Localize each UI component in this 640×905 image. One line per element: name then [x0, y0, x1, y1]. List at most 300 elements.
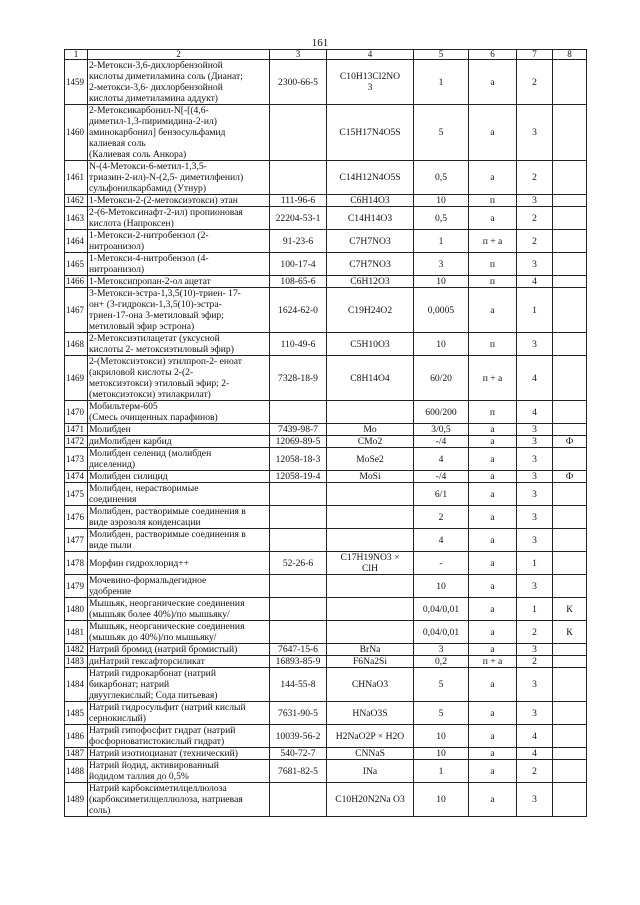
aggregate-state: а: [469, 783, 517, 817]
substance-name: [88, 552, 270, 575]
chemical-formula-line: BrNa: [359, 644, 381, 655]
substance-name-line: соединения: [89, 494, 137, 505]
row-number: 1462: [65, 195, 88, 207]
limit-value: 4: [414, 529, 469, 552]
table-row: [65, 552, 587, 575]
chemical-formula: [327, 529, 414, 552]
hazard-class: 1: [517, 552, 553, 575]
hazard-class: 2: [517, 621, 553, 644]
note-mark: [553, 60, 587, 105]
substance-name-line: сернокислый): [89, 713, 146, 724]
aggregate-state: а: [469, 668, 517, 702]
column-header: 4: [327, 50, 414, 60]
substance-name-line: Молибден, растворимые соединения в: [89, 506, 246, 517]
limit-value: -/4: [414, 436, 469, 448]
substance-name: [88, 783, 270, 817]
table-row: [65, 424, 587, 436]
cas-number: 1624-62-0: [270, 288, 327, 333]
limit-value: 10: [414, 195, 469, 207]
limit-value: 10: [414, 748, 469, 760]
limit-value: 10: [414, 575, 469, 598]
table-row: [65, 702, 587, 725]
hazard-class: 2: [517, 161, 553, 195]
aggregate-state: а: [469, 748, 517, 760]
note-mark: К: [553, 621, 587, 644]
limit-value: 60/20: [414, 356, 469, 401]
cas-number: 7681-82-5: [270, 760, 327, 783]
column-header: 1: [65, 50, 88, 60]
hazard-class: 3: [517, 529, 553, 552]
aggregate-state: а: [469, 448, 517, 471]
hazard-class: 3: [517, 702, 553, 725]
cas-number: [270, 598, 327, 621]
page-number: 161: [311, 37, 329, 49]
substance-name-line: 3-Метокси-эстра-1,3,5(10)-триен- 17-: [89, 288, 241, 299]
substance-name: [88, 356, 270, 401]
chemical-formula-line: C7H7NO3: [349, 258, 391, 270]
chemical-formula: [327, 207, 414, 230]
chemical-formula-line: MoSi: [359, 471, 381, 482]
chemical-formula: [327, 356, 414, 401]
aggregate-state: а: [469, 60, 517, 105]
hazard-class: 3: [517, 424, 553, 436]
limit-value: 3: [414, 644, 469, 656]
substance-name-line: нитроанизол): [89, 241, 145, 252]
substance-name-line: 2-Метокси-3,6-дихлорбензойной: [89, 60, 223, 71]
table-row: [65, 598, 587, 621]
cas-number: 12058-19-4: [270, 471, 327, 483]
hazard-class: 3: [517, 436, 553, 448]
hazard-class: 4: [517, 401, 553, 424]
cas-number: 7439-98-7: [270, 424, 327, 436]
substance-name-line: Натрий бромид (натрий бромистый): [89, 644, 238, 655]
substance-name-line: триен-17-она 3-метиловый эфир;: [89, 310, 224, 321]
row-number: 1474: [65, 471, 88, 483]
table-row: [65, 288, 587, 333]
note-mark: [553, 356, 587, 401]
note-mark: [553, 748, 587, 760]
chemical-formula: [327, 105, 414, 161]
substance-name-line: Молибден: [89, 424, 131, 435]
cas-number: 12069-89-5: [270, 436, 327, 448]
chemical-formula: [327, 60, 414, 105]
substance-name-line: нитроанизол): [89, 264, 145, 275]
cas-number: 7328-18-9: [270, 356, 327, 401]
substance-name: [88, 276, 270, 288]
chemical-formula: [327, 748, 414, 760]
row-number: 1481: [65, 621, 88, 644]
limit-value: 2: [414, 506, 469, 529]
limit-value: 5: [414, 702, 469, 725]
chemical-formula: [327, 760, 414, 783]
row-number: 1488: [65, 760, 88, 783]
table-row: [65, 483, 587, 506]
aggregate-state: а: [469, 483, 517, 506]
cas-number: 91-23-6: [270, 230, 327, 253]
hazard-class: 3: [517, 644, 553, 656]
chemical-formula: [327, 483, 414, 506]
chemical-formula: [327, 288, 414, 333]
chemical-formula-line: CMo2: [357, 436, 383, 447]
table-row: [65, 471, 587, 483]
column-number-row: [65, 50, 587, 60]
substance-name: [88, 748, 270, 760]
substance-name-line: триазин-2-ил)-N-(2,5- диметилфенил): [89, 172, 244, 183]
substance-name-line: Молибден силицид: [89, 471, 168, 482]
chemical-formula-line: C6H14O3: [350, 195, 390, 206]
chemical-formula: [327, 230, 414, 253]
substance-name-line: кислоты диметиламина аддукт): [89, 93, 219, 104]
hazard-class: 3: [517, 105, 553, 161]
aggregate-state: а: [469, 471, 517, 483]
substance-name: [88, 60, 270, 105]
table-row: [65, 60, 587, 105]
limit-value: 1: [414, 230, 469, 253]
cas-number: 16893-85-9: [270, 656, 327, 668]
chemical-formula-line: C5H10O3: [350, 338, 390, 350]
substance-name-line: Молибден селенид (молибден: [89, 448, 212, 459]
note-mark: [553, 288, 587, 333]
substance-name-line: (карбоксиметилцеллюлоза, натриевая: [89, 794, 243, 805]
substance-name-line: Натрий йодид, активированный: [89, 760, 219, 771]
cas-number: 540-72-7: [270, 748, 327, 760]
cas-number: [270, 529, 327, 552]
chemical-formula-line: C15H17N4O5S: [339, 127, 401, 138]
table-row: [65, 760, 587, 783]
cas-number: 22204-53-1: [270, 207, 327, 230]
table-row: [65, 448, 587, 471]
table-row: [65, 195, 587, 207]
cas-number: 144-55-8: [270, 668, 327, 702]
chemical-formula-line: ClH: [362, 563, 378, 574]
substance-name: [88, 207, 270, 230]
substance-name: [88, 483, 270, 506]
aggregate-state: а: [469, 529, 517, 552]
chemical-formula: [327, 621, 414, 644]
cas-number: [270, 161, 327, 195]
aggregate-state: а: [469, 552, 517, 575]
note-mark: [553, 207, 587, 230]
note-mark: К: [553, 598, 587, 621]
row-number: 1485: [65, 702, 88, 725]
note-mark: Ф: [553, 471, 587, 483]
hazard-class: 2: [517, 207, 553, 230]
substances-table: [64, 49, 587, 817]
substance-name-line: бикарбонат; натрий: [89, 679, 170, 690]
aggregate-state: а: [469, 436, 517, 448]
column-header: 3: [270, 50, 327, 60]
aggregate-state: а: [469, 424, 517, 436]
substance-name-line: 2-(Метоксиэтокси) этилпроп-2- еноат: [89, 356, 242, 367]
substance-name: [88, 288, 270, 333]
substance-name: [88, 471, 270, 483]
substance-name-line: 1-Метоксипропан-2-ол ацетат: [89, 276, 211, 287]
chemical-formula-line: C17H19NO3 ×: [340, 552, 400, 563]
limit-value: 6/1: [414, 483, 469, 506]
hazard-class: 4: [517, 725, 553, 748]
note-mark: [553, 760, 587, 783]
note-mark: [553, 195, 587, 207]
row-number: 1467: [65, 288, 88, 333]
substance-name-line: 1-Метокси-2-(2-метоксиэтокси) этан: [89, 195, 238, 206]
substance-name-line: фосфорноватистокислый гидрат): [89, 736, 225, 747]
row-number: 1469: [65, 356, 88, 401]
column-header: 8: [553, 50, 587, 60]
row-number: 1459: [65, 60, 88, 105]
note-mark: [553, 401, 587, 424]
cas-number: 10039-56-2: [270, 725, 327, 748]
row-number: 1472: [65, 436, 88, 448]
chemical-formula: [327, 575, 414, 598]
row-number: 1463: [65, 207, 88, 230]
substance-name-line: аминокарбонил] бензосульфамид: [89, 127, 226, 138]
aggregate-state: а: [469, 760, 517, 783]
limit-value: 10: [414, 783, 469, 817]
limit-value: 0,5: [414, 161, 469, 195]
chemical-formula-line: C7H7NO3: [349, 235, 391, 247]
cas-number: [270, 506, 327, 529]
limit-value: 0,0005: [414, 288, 469, 333]
chemical-formula-line: C6H12O3: [350, 276, 390, 287]
note-mark: [553, 506, 587, 529]
row-number: 1461: [65, 161, 88, 195]
hazard-class: 4: [517, 276, 553, 288]
aggregate-state: п: [469, 333, 517, 356]
substance-name-line: Мочевино-формальдегидное: [89, 575, 207, 586]
cas-number: 7631-90-5: [270, 702, 327, 725]
note-mark: [553, 575, 587, 598]
substance-name: [88, 105, 270, 161]
substance-name-line: метоксиэтокси) этиловый эфир; 2-: [89, 378, 230, 389]
substance-name-line: он+ (3-гидрокси-1,3,5(10)-эстра-: [89, 299, 222, 310]
cas-number: 111-96-6: [270, 195, 327, 207]
chemical-formula: [327, 644, 414, 656]
limit-value: 0,04/0,01: [414, 598, 469, 621]
substance-name-line: Натрий изотиоцианат (технический): [89, 748, 238, 759]
table-row: [65, 748, 587, 760]
substance-name-line: 1-Метокси-2-нитробензол (2-: [89, 230, 209, 241]
note-mark: [553, 253, 587, 276]
hazard-class: 3: [517, 575, 553, 598]
note-mark: [553, 702, 587, 725]
column-header: 5: [414, 50, 469, 60]
substance-name-line: соль): [89, 805, 111, 816]
table-row: [65, 436, 587, 448]
substance-name: [88, 424, 270, 436]
substance-name: [88, 401, 270, 424]
cas-number: 12058-18-3: [270, 448, 327, 471]
row-number: 1486: [65, 725, 88, 748]
aggregate-state: а: [469, 621, 517, 644]
hazard-class: 3: [517, 483, 553, 506]
note-mark: [553, 644, 587, 656]
limit-value: 1: [414, 760, 469, 783]
chemical-formula-line: CNNaS: [355, 748, 385, 759]
row-number: 1468: [65, 333, 88, 356]
chemical-formula-line: C8H14O4: [350, 372, 390, 384]
chemical-formula: [327, 333, 414, 356]
limit-value: 0,5: [414, 207, 469, 230]
substance-name-line: кислоты диметиламина соль (Дианат;: [89, 71, 243, 82]
substance-name: [88, 644, 270, 656]
row-number: 1487: [65, 748, 88, 760]
substance-name-line: диселенид): [89, 459, 136, 470]
note-mark: [553, 230, 587, 253]
note-mark: Ф: [553, 436, 587, 448]
aggregate-state: а: [469, 644, 517, 656]
chemical-formula: [327, 276, 414, 288]
chemical-formula: [327, 448, 414, 471]
hazard-class: 2: [517, 230, 553, 253]
substance-name-line: (мышьяк более 40%)/по мышьяку/: [89, 609, 230, 620]
table-row: [65, 644, 587, 656]
substance-name-line: двууглекислый; Сода питьевая): [89, 690, 218, 701]
cas-number: [270, 575, 327, 598]
row-number: 1477: [65, 529, 88, 552]
substance-name-line: Мышьяк, неорганические соединения: [89, 598, 245, 609]
column-header: 6: [469, 50, 517, 60]
note-mark: [553, 656, 587, 668]
hazard-class: 3: [517, 783, 553, 817]
substance-name-line: калиевая соль: [89, 138, 146, 149]
substance-name-line: диметил-1,3-пиримидина-2-ил): [89, 116, 217, 127]
hazard-class: 2: [517, 60, 553, 105]
cas-number: [270, 621, 327, 644]
cas-number: 52-26-6: [270, 552, 327, 575]
substance-name: [88, 725, 270, 748]
table-row: [65, 401, 587, 424]
table-row: [65, 276, 587, 288]
hazard-class: 3: [517, 253, 553, 276]
chemical-formula-line: Mo: [363, 424, 377, 435]
aggregate-state: а: [469, 575, 517, 598]
substance-name-line: 2-метокси-3,6- дихлорбензойной: [89, 82, 223, 93]
row-number: 1473: [65, 448, 88, 471]
chemical-formula-line: 3: [367, 82, 373, 93]
cas-number: 7647-15-6: [270, 644, 327, 656]
chemical-formula-line: C14H12N4O5S: [339, 172, 401, 183]
chemical-formula-line: C10H20N2Na O3: [335, 794, 405, 805]
aggregate-state: п: [469, 195, 517, 207]
table-row: [65, 783, 587, 817]
limit-value: -/4: [414, 471, 469, 483]
row-number: 1484: [65, 668, 88, 702]
substance-name-line: удобрение: [89, 586, 132, 597]
hazard-class: 3: [517, 448, 553, 471]
aggregate-state: п: [469, 253, 517, 276]
substance-name-line: N-(4-Метокси-6-метил-1,3,5-: [89, 161, 207, 172]
cas-number: 108-65-6: [270, 276, 327, 288]
aggregate-state: а: [469, 725, 517, 748]
substance-name-line: (акриловой кислоты 2-(2-: [89, 367, 194, 378]
limit-value: 5: [414, 105, 469, 161]
cas-number: [270, 783, 327, 817]
note-mark: [553, 552, 587, 575]
note-mark: [553, 529, 587, 552]
table-row: [65, 725, 587, 748]
substance-name-line: диНатрий гексафторсиликат: [89, 656, 205, 667]
hazard-class: 3: [517, 668, 553, 702]
substance-name-line: диМолибден карбид: [89, 436, 172, 447]
note-mark: [553, 161, 587, 195]
substance-name-line: (Калиевая соль Анкора): [89, 149, 187, 160]
limit-value: 1: [414, 60, 469, 105]
note-mark: [553, 448, 587, 471]
chemical-formula-line: F6Na2Si: [352, 656, 388, 667]
note-mark: [553, 725, 587, 748]
limit-value: 4: [414, 448, 469, 471]
chemical-formula: [327, 702, 414, 725]
aggregate-state: а: [469, 702, 517, 725]
chemical-formula: [327, 253, 414, 276]
substance-name-line: (метоксиэтокси) этилакрилат): [89, 389, 211, 400]
substance-name: [88, 598, 270, 621]
cas-number: 100-17-4: [270, 253, 327, 276]
note-mark: [553, 783, 587, 817]
substance-name: [88, 656, 270, 668]
limit-value: 5: [414, 668, 469, 702]
row-number: 1476: [65, 506, 88, 529]
substance-name-line: виде аэрозоля конденсации: [89, 517, 201, 528]
substance-name-line: Морфин гидрохлорид++: [89, 557, 190, 569]
substance-name-line: Молибден, нерастворимые: [89, 483, 199, 494]
note-mark: [553, 424, 587, 436]
limit-value: 0,2: [414, 656, 469, 668]
row-number: 1479: [65, 575, 88, 598]
substance-name-line: виде пыли: [89, 540, 132, 551]
row-number: 1466: [65, 276, 88, 288]
chemical-formula: [327, 161, 414, 195]
chemical-formula-line: CHNaO3: [351, 679, 389, 690]
substance-name-line: Натрий гидросульфит (натрий кислый: [89, 702, 246, 713]
hazard-class: 2: [517, 760, 553, 783]
substance-name-line: Натрий гипофосфит гидрат (натрий: [89, 725, 236, 736]
substance-name-line: кислота (Напроксен): [89, 218, 174, 229]
substance-name: [88, 621, 270, 644]
chemical-formula-line: MoSe2: [356, 453, 384, 465]
substance-name: [88, 195, 270, 207]
substance-name-line: (Смесь очищенных парафинов): [89, 412, 218, 423]
row-number: 1483: [65, 656, 88, 668]
chemical-formula-line: HNaO3S: [352, 707, 388, 719]
table-row: [65, 207, 587, 230]
hazard-class: 4: [517, 356, 553, 401]
substance-name-line: 1-Метокси-4-нитробензол (4-: [89, 253, 209, 264]
table-row: [65, 575, 587, 598]
substance-name-line: йодидом таллия до 0,5%: [89, 771, 189, 782]
substance-name: [88, 529, 270, 552]
substance-name: [88, 436, 270, 448]
substance-name-line: кислоты 2- метоксиэтиловый эфир): [89, 344, 234, 355]
limit-value: -: [414, 552, 469, 575]
substance-name: [88, 506, 270, 529]
aggregate-state: а: [469, 105, 517, 161]
chemical-formula-line: C19H24O2: [347, 304, 393, 316]
chemical-formula: [327, 668, 414, 702]
aggregate-state: а: [469, 207, 517, 230]
limit-value: 600/200: [414, 401, 469, 424]
note-mark: [553, 105, 587, 161]
hazard-class: 1: [517, 288, 553, 333]
substance-name: [88, 702, 270, 725]
limit-value: 3: [414, 253, 469, 276]
limit-value: 10: [414, 276, 469, 288]
chemical-formula: [327, 506, 414, 529]
substance-name-line: 2-Метоксиэтилацетат (уксусной: [89, 333, 220, 344]
chemical-formula-line: H2NaO2P × H2O: [335, 730, 405, 742]
substance-name-line: сульфонилкарбамид (Утнур): [89, 183, 207, 194]
substance-name: [88, 668, 270, 702]
